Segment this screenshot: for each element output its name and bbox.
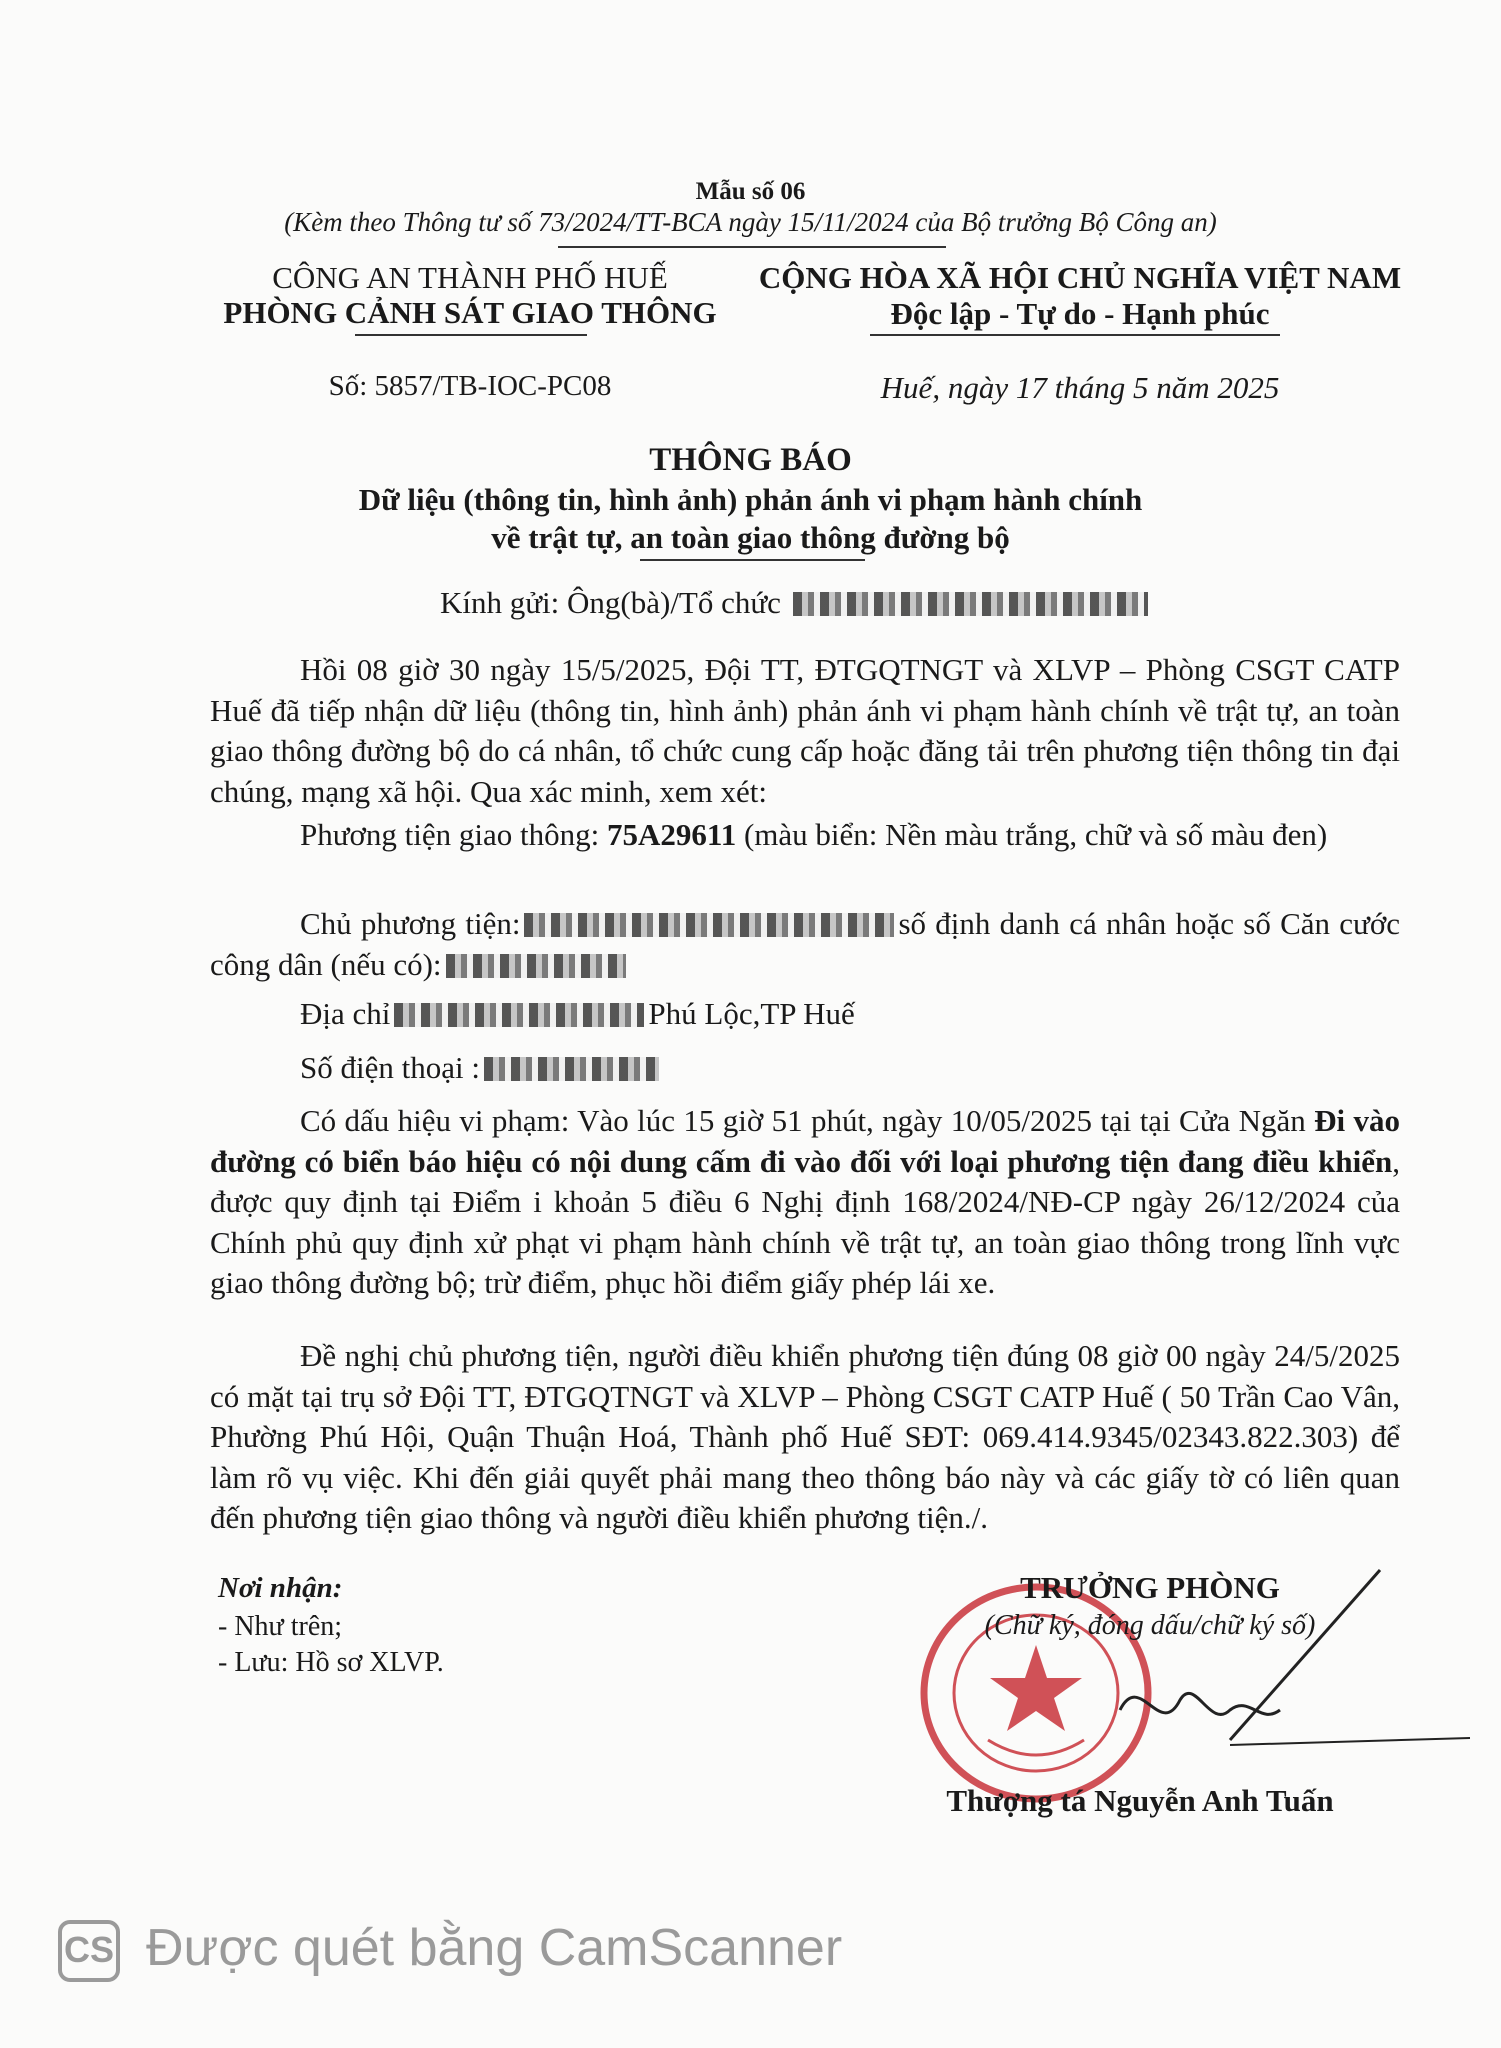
title-underline — [640, 559, 865, 561]
phone-line — [210, 1048, 1400, 1089]
recipient-label: Kính gửi: Ông(bà)/Tổ chức — [440, 585, 781, 620]
handwritten-signature — [1080, 1560, 1480, 1780]
redacted-recipient — [793, 592, 1148, 616]
agency-underline — [355, 334, 587, 336]
document-subtitle-2: về trật tự, an toàn giao thông đường bộ — [491, 520, 1010, 555]
address-tail: Phú Lộc,TP Huế — [648, 996, 855, 1031]
address-label: Địa chỉ — [300, 996, 391, 1031]
owner-line — [210, 904, 1400, 985]
vehicle-plate: 75A29611 — [607, 817, 737, 852]
camscanner-watermark — [58, 1915, 842, 1981]
vehicle-description: (màu biển: Nền màu trắng, chữ và số màu đen) — [743, 817, 1328, 852]
place-date: Huế, ngày 17 tháng 5 năm 2025 — [880, 370, 1280, 405]
signature-note: (Chữ ký, đóng dấu/chữ ký số) — [984, 1610, 1316, 1641]
violation-paragraph — [210, 1101, 1400, 1304]
recipient-line — [440, 583, 1152, 623]
form-reference: (Kèm theo Thông tư số 73/2024/TT-BCA ngày 15/11/2024 của Bộ trưởng Bộ Công an) — [284, 207, 1217, 237]
vehicle-label: Phương tiện giao thông: — [300, 817, 600, 852]
redacted-owner-name — [524, 913, 894, 937]
divider — [558, 246, 946, 248]
agency-parent: CÔNG AN THÀNH PHỐ HUẾ — [272, 260, 668, 295]
recipients-heading: Nơi nhận: — [218, 1572, 343, 1604]
request-text: Đề nghị chủ phương tiện, người điều khiển phương tiện đúng 08 giờ 00 ngày 24/5/2025 có mặt tại trụ sở Đội TT, ĐTGQTNGT và XLVP – Phòng CSGT CATP Huế ( 50 Trần Cao Vân, Phường Phú Hội, Quận Thuận Hoá, Thành phố Huế SĐT: 069.414.9345/02343.822.303) để làm rõ vụ việc. Khi đến giải quyết phải mang theo thông báo này và các giấy tờ có liên quan đến phương tiện giao thông và người điều khiển phương tiện./. — [210, 1338, 1400, 1535]
signer-name: Thượng tá Nguyễn Anh Tuấn — [946, 1783, 1334, 1818]
signature-title: TRƯỞNG PHÒNG — [1020, 1570, 1280, 1605]
country-name: CỘNG HÒA XÃ HỘI CHỦ NGHĨA VIỆT NAM — [758, 260, 1402, 295]
camscanner-logo-icon: CS — [58, 1920, 120, 1982]
agency-name: PHÒNG CẢNH SÁT GIAO THÔNG — [223, 295, 717, 330]
paragraph-receipt — [210, 650, 1400, 812]
document-subtitle-1: Dữ liệu (thông tin, hình ảnh) phản ánh vi phạm hành chính — [358, 482, 1143, 517]
motto-underline — [870, 334, 1280, 336]
document-number: Số: 5857/TB-IOC-PC08 — [328, 370, 612, 402]
address-line — [210, 994, 1400, 1035]
owner-id-text: số định danh cá nhân hoặc số Căn cước công dân (nếu có): — [210, 906, 1400, 982]
recipients-item-1: - Như trên; — [218, 1611, 343, 1642]
redacted-owner-id — [446, 954, 626, 978]
owner-label: Chủ phương tiện: — [300, 906, 521, 941]
phone-label: Số điện thoại : — [300, 1050, 480, 1085]
redacted-phone — [484, 1057, 659, 1081]
recipients-item-2: - Lưu: Hồ sơ XLVP. — [218, 1647, 444, 1678]
violation-description: Đi vào đường có biển báo hiệu có nội dung cấm đi vào đối với loại phương tiện đang điều khiển — [210, 1103, 1400, 1179]
form-number: Mẫu số 06 — [695, 178, 806, 205]
violation-intro: Có dấu hiệu vi phạm: Vào lúc 15 giờ 51 phút, ngày 10/05/2025 tại tại Cửa Ngăn — [300, 1103, 1306, 1138]
paragraph-receipt-text: Hồi 08 giờ 30 ngày 15/5/2025, Đội TT, ĐTGQTNGT và XLVP – Phòng CSGT CATP Huế đã tiếp nhận dữ liệu (thông tin, hình ảnh) phản ánh vi phạm hành chính về trật tự, an toàn giao thông đường bộ do cá nhân, tổ chức cung cấp hoặc đăng tải trên phương tiện thông tin đại chúng, mạng xã hội. Qua xác minh, xem xét: — [210, 652, 1400, 809]
request-paragraph — [210, 1336, 1400, 1539]
document-title: THÔNG BÁO — [649, 442, 852, 478]
camscanner-text: Được quét bằng CamScanner — [146, 1919, 843, 1977]
redacted-address — [394, 1003, 644, 1027]
vehicle-line — [210, 815, 1400, 856]
motto: Độc lập - Tự do - Hạnh phúc — [890, 296, 1270, 331]
violation-legal-basis: , được quy định tại Điểm i khoản 5 điều 6 Nghị định 168/2024/NĐ-CP ngày 26/12/2024 của Chính phủ quy định xử phạt vi phạm hành chính về trật tự, an toàn giao thông trong lĩnh vực giao thông đường bộ; trừ điểm, phục hồi điểm giấy phép lái xe. — [210, 1143, 1400, 1300]
